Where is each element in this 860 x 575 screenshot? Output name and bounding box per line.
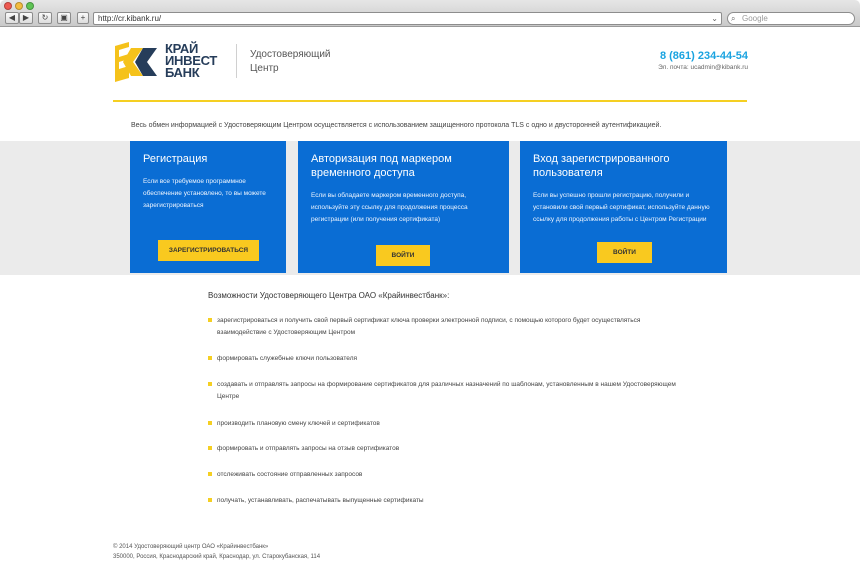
logo-line-2: ИНВЕСТ <box>165 53 217 68</box>
contact-email[interactable]: Эл. почта: ucadmin@kibank.ru <box>658 64 748 71</box>
forward-button[interactable] <box>19 12 33 24</box>
list-item-text: создавать и отправлять запросы на формирование сертификатов для различных назначений по шаблонам, установленным в нашем Удостоверяющем Центре <box>217 381 676 400</box>
logo-line-3: БАНК <box>165 65 200 80</box>
register-button[interactable]: ЗАРЕГИСТРИРОВАТЬСЯ <box>158 240 259 261</box>
intro-text: Весь обмен информацией с Удостоверяющим Центром осуществляется с использованием защищенного протокола TLS с одно и двусторонней аутентификацией. <box>131 122 662 129</box>
page-footer <box>113 542 320 562</box>
card-description: Если вы обладаете маркером временного доступа, используйте эту ссылку для продолжения процесса регистрации (или получения сертификата) <box>311 192 468 223</box>
token-auth-card <box>298 141 509 273</box>
user-login-button[interactable]: ВОЙТИ <box>597 242 652 263</box>
list-item-text: формировать служебные ключи пользователя <box>217 355 358 362</box>
bullet-icon <box>208 472 212 476</box>
bullet-icon <box>208 356 212 360</box>
bullet-icon <box>208 446 212 450</box>
bullet-icon <box>208 421 212 425</box>
subtitle-line-2: Центр <box>250 63 279 74</box>
card-description: Если все требуемое программное обеспечение установлено, то вы можете зарегистрироваться <box>143 178 266 209</box>
new-tab-button[interactable] <box>77 12 89 24</box>
forward-icon: ▶ <box>22 13 30 22</box>
list-item <box>208 353 678 365</box>
copyright-text: © 2014 Удостоверяющий центр ОАО «Крайинвестбанк» <box>113 544 269 550</box>
bullet-icon <box>208 382 212 386</box>
list-item-text: отслеживать состояние отправленных запросов <box>217 471 363 478</box>
back-button[interactable] <box>5 12 19 24</box>
logo-icon[interactable] <box>113 42 159 82</box>
card-title: Регистрация <box>143 153 208 165</box>
chevron-down-icon[interactable]: ⌄ <box>711 14 718 23</box>
list-item <box>208 495 678 507</box>
list-item-text: формировать и отправлять запросы на отзыв сертификатов <box>217 445 400 452</box>
search-input[interactable] <box>727 12 855 25</box>
reload-icon: ↻ <box>41 13 49 22</box>
list-item-text: производить плановую смену ключей и сертификатов <box>217 420 380 427</box>
list-item <box>208 418 678 430</box>
minimize-window-icon[interactable] <box>15 2 23 10</box>
features-heading: Возможности Удостоверяющего Центра ОАО «Крайинвестбанк»: <box>208 291 450 300</box>
tabs-icon: ▣ <box>60 13 68 22</box>
close-window-icon[interactable] <box>4 2 12 10</box>
user-login-card <box>520 141 727 273</box>
card-title: Вход зарегистрированного пользователя <box>533 153 670 179</box>
site-subtitle <box>250 48 350 76</box>
url-text: http://cr.kibank.ru/ <box>98 14 162 23</box>
token-login-button[interactable]: ВОЙТИ <box>376 245 430 266</box>
list-item <box>208 315 678 339</box>
card-description: Если вы успешно прошли регистрацию, получили и установили свой первый сертификат, используйте данную ссылку для продолжения работы с Центром Регистрации <box>533 192 710 223</box>
list-item <box>208 379 678 403</box>
bullet-icon <box>208 318 212 322</box>
back-icon: ◀ <box>8 13 16 22</box>
list-item <box>208 469 678 481</box>
bank-logo-text <box>165 43 217 79</box>
list-item <box>208 443 678 455</box>
browser-toolbar <box>0 0 860 27</box>
search-placeholder: Google <box>742 14 768 23</box>
plus-icon: + <box>80 13 86 22</box>
logo-line-1: КРАЙ <box>165 41 198 56</box>
contact-phone: 8 (861) 234-44-54 <box>659 50 748 62</box>
reload-button[interactable] <box>38 12 52 24</box>
address-text: 350000, Россия, Краснодарский край, Краснодар, ул. Старокубанская, 114 <box>113 554 321 560</box>
tabs-button[interactable] <box>57 12 71 24</box>
address-bar[interactable] <box>93 12 722 25</box>
card-title: Авторизация под маркером временного доступа <box>311 153 452 179</box>
header-divider <box>236 44 237 78</box>
list-item-text: получать, устанавливать, распечатывать выпущенные сертификаты <box>217 497 424 504</box>
subtitle-line-1: Удостоверяющий <box>250 49 331 60</box>
registration-card <box>130 141 286 273</box>
list-item-text: зарегистрироваться и получить свой первый сертификат ключа проверки электронной подписи, с помощью которого будет осуществляться взаимодействие с Удостоверяющим Центром <box>217 317 641 336</box>
header-divider-line <box>113 100 747 102</box>
zoom-window-icon[interactable] <box>26 2 34 10</box>
bullet-icon <box>208 498 212 502</box>
search-icon: ⌕ <box>731 14 736 23</box>
